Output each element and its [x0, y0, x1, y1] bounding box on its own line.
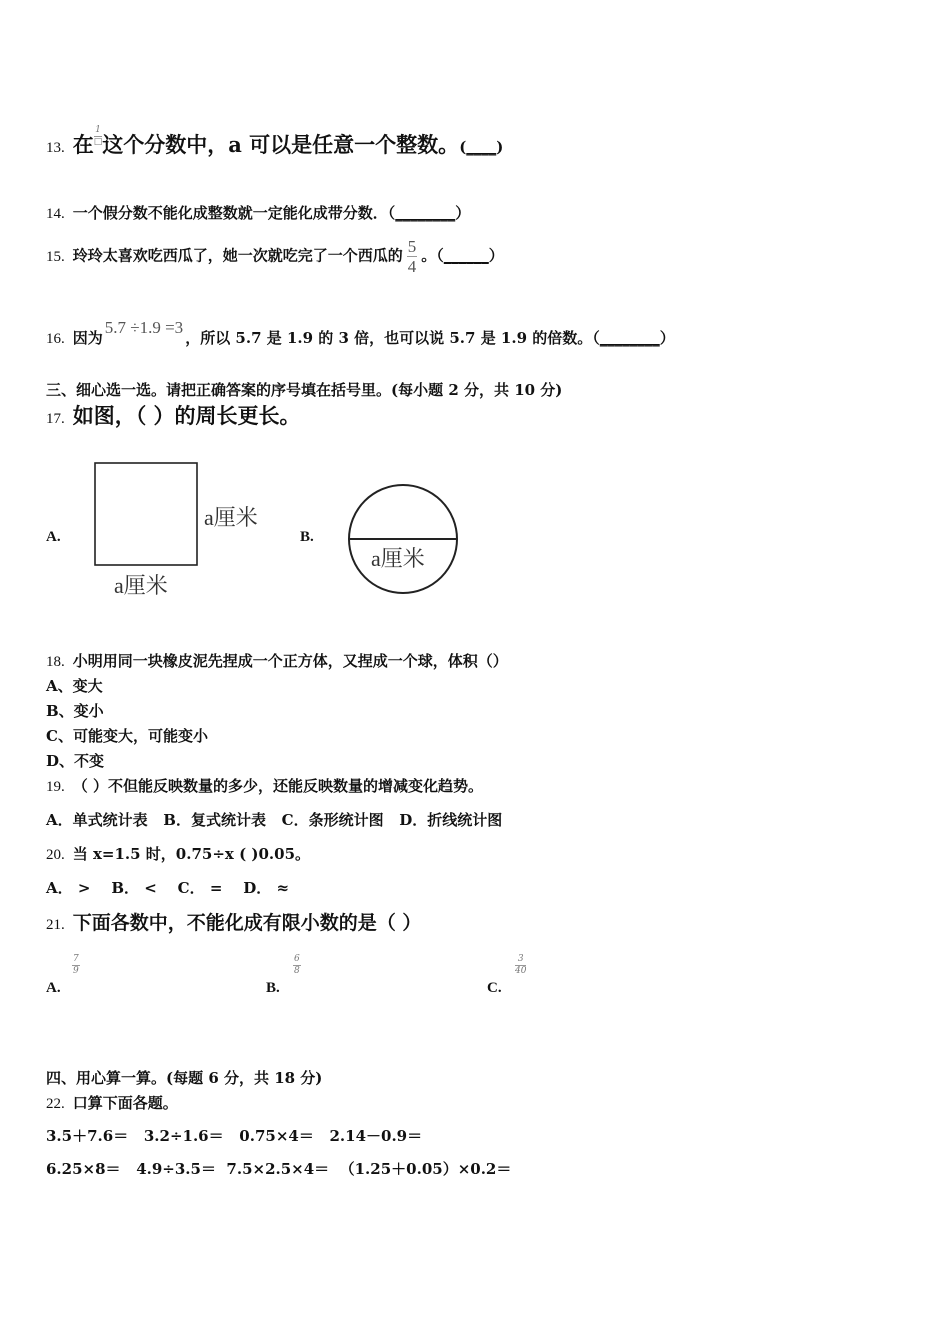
paren-close: ) — [496, 138, 504, 156]
option-b[interactable]: B、变小 — [46, 702, 104, 720]
question-14 — [46, 202, 470, 223]
option-b-label[interactable]: B. — [300, 529, 314, 545]
circle-figure — [340, 478, 470, 603]
question-text: 玲玲太喜欢吃西瓜了，她一次就吃完了一个西瓜的 — [72, 246, 403, 265]
option-b-label[interactable]: B. — [266, 980, 280, 996]
question-17 — [46, 400, 301, 430]
option-c-fraction — [515, 955, 526, 976]
answer-blank[interactable]: ____ — [466, 138, 497, 156]
section-heading-4: 四、用心算一算。(每题 6 分，共 18 分) — [46, 1069, 323, 1087]
question-number: 21. — [46, 917, 65, 933]
question-text: 口算下面各题。 — [72, 1094, 178, 1112]
question-13 — [46, 126, 503, 159]
answer-blank[interactable]: ________ — [599, 329, 660, 347]
question-text: 下面各数中，不能化成有限小数的是（ ） — [72, 912, 422, 934]
section-heading-3: 三、细心选一选。请把正确答案的序号填在括号里。(每小题 2 分，共 10 分) — [46, 381, 563, 399]
square-side-label: a厘米 — [204, 505, 258, 530]
option-a[interactable]: A、变大 — [46, 677, 103, 695]
question-16 — [46, 318, 675, 348]
question-number: 18. — [46, 654, 65, 670]
question-21 — [46, 908, 421, 935]
fraction-denominator: 40 — [515, 966, 527, 976]
math-expression: 5.7 ÷1.9 =3 — [104, 318, 184, 337]
square-shape — [95, 463, 197, 565]
question-text: 这个分数中，a 可以是任意一个整数。 — [102, 132, 460, 157]
answer-blank[interactable]: ______ — [443, 246, 489, 265]
question-text-pre: 在 — [72, 132, 94, 157]
option-d[interactable]: D、不变 — [46, 752, 105, 770]
question-number: 19. — [46, 779, 65, 795]
fraction-denominator: 8 — [294, 966, 300, 976]
fraction-denominator: □ — [93, 137, 103, 147]
option-c[interactable]: C、可能变大，可能变小 — [46, 727, 208, 745]
square-bottom-label: a厘米 — [114, 573, 168, 598]
paren-close: ） — [455, 204, 471, 222]
square-figure — [90, 455, 280, 605]
answer-blank[interactable]: ________ — [395, 204, 456, 222]
paren-close: ） — [488, 246, 504, 265]
option-b-fraction — [293, 955, 301, 976]
question-text: 如图，（ ）的周长更长。 — [72, 403, 301, 428]
mental-math-row-2: 6.25×8＝ 4.9÷3.5＝ 7.5×2.5×4＝ （1.25＋0.05）×0.2＝ — [46, 1160, 512, 1178]
fraction-denominator: 4 — [407, 257, 417, 276]
paren-open: ( — [459, 138, 467, 156]
paren-close: ） — [659, 329, 675, 347]
question-20-options[interactable]: A． > B． < C． = D． ≈ — [46, 879, 290, 897]
option-a-fraction — [72, 955, 80, 976]
fraction-numerator: 7 — [73, 954, 79, 964]
option-a-label[interactable]: A. — [46, 529, 61, 545]
question-15 — [46, 238, 504, 275]
question-number: 16. — [46, 331, 65, 347]
question-18 — [46, 650, 508, 671]
fraction-numerator: 6 — [294, 954, 300, 964]
question-text-suffix: 。（ — [421, 246, 444, 265]
question-text: 当 x=1.5 时，0.75÷x ( )0.05。 — [72, 845, 311, 863]
question-19 — [46, 775, 483, 796]
option-c-label[interactable]: C. — [487, 980, 502, 996]
question-text: （ ）不但能反映数量的多少，还能反映数量的增减变化趋势。 — [72, 777, 483, 795]
question-19-options[interactable]: A．单式统计表 B．复式统计表 C．条形统计图 D．折线统计图 — [46, 811, 503, 829]
question-text: ，所以 5.7 是 1.9 的 3 倍，也可以说 5.7 是 1.9 的倍数。（ — [185, 329, 600, 347]
fraction — [94, 126, 103, 147]
question-text: 小明用同一块橡皮泥先捏成一个正方体，又捏成一个球，体积（） — [72, 652, 508, 670]
question-number: 20. — [46, 847, 65, 863]
fraction-denominator: 9 — [73, 966, 79, 976]
question-number: 13. — [46, 140, 65, 156]
question-number: 17. — [46, 411, 65, 427]
fraction-numerator: 3 — [515, 955, 526, 966]
question-20 — [46, 843, 310, 864]
option-a-label[interactable]: A. — [46, 980, 61, 996]
question-number: 22. — [46, 1096, 65, 1112]
question-text-pre: 因为 — [72, 329, 103, 347]
fraction — [407, 238, 418, 275]
question-22 — [46, 1092, 178, 1113]
question-text: 一个假分数不能化成整数就一定能化成带分数．（ — [72, 204, 396, 222]
question-number: 15. — [46, 248, 65, 265]
question-number: 14. — [46, 206, 65, 222]
fraction-numerator: 1 — [95, 125, 101, 135]
circle-diameter-label: a厘米 — [371, 546, 425, 571]
fraction-numerator: 5 — [407, 237, 417, 256]
mental-math-row-1: 3.5＋7.6＝ 3.2÷1.6＝ 0.75×4＝ 2.14－0.9＝ — [46, 1127, 423, 1145]
